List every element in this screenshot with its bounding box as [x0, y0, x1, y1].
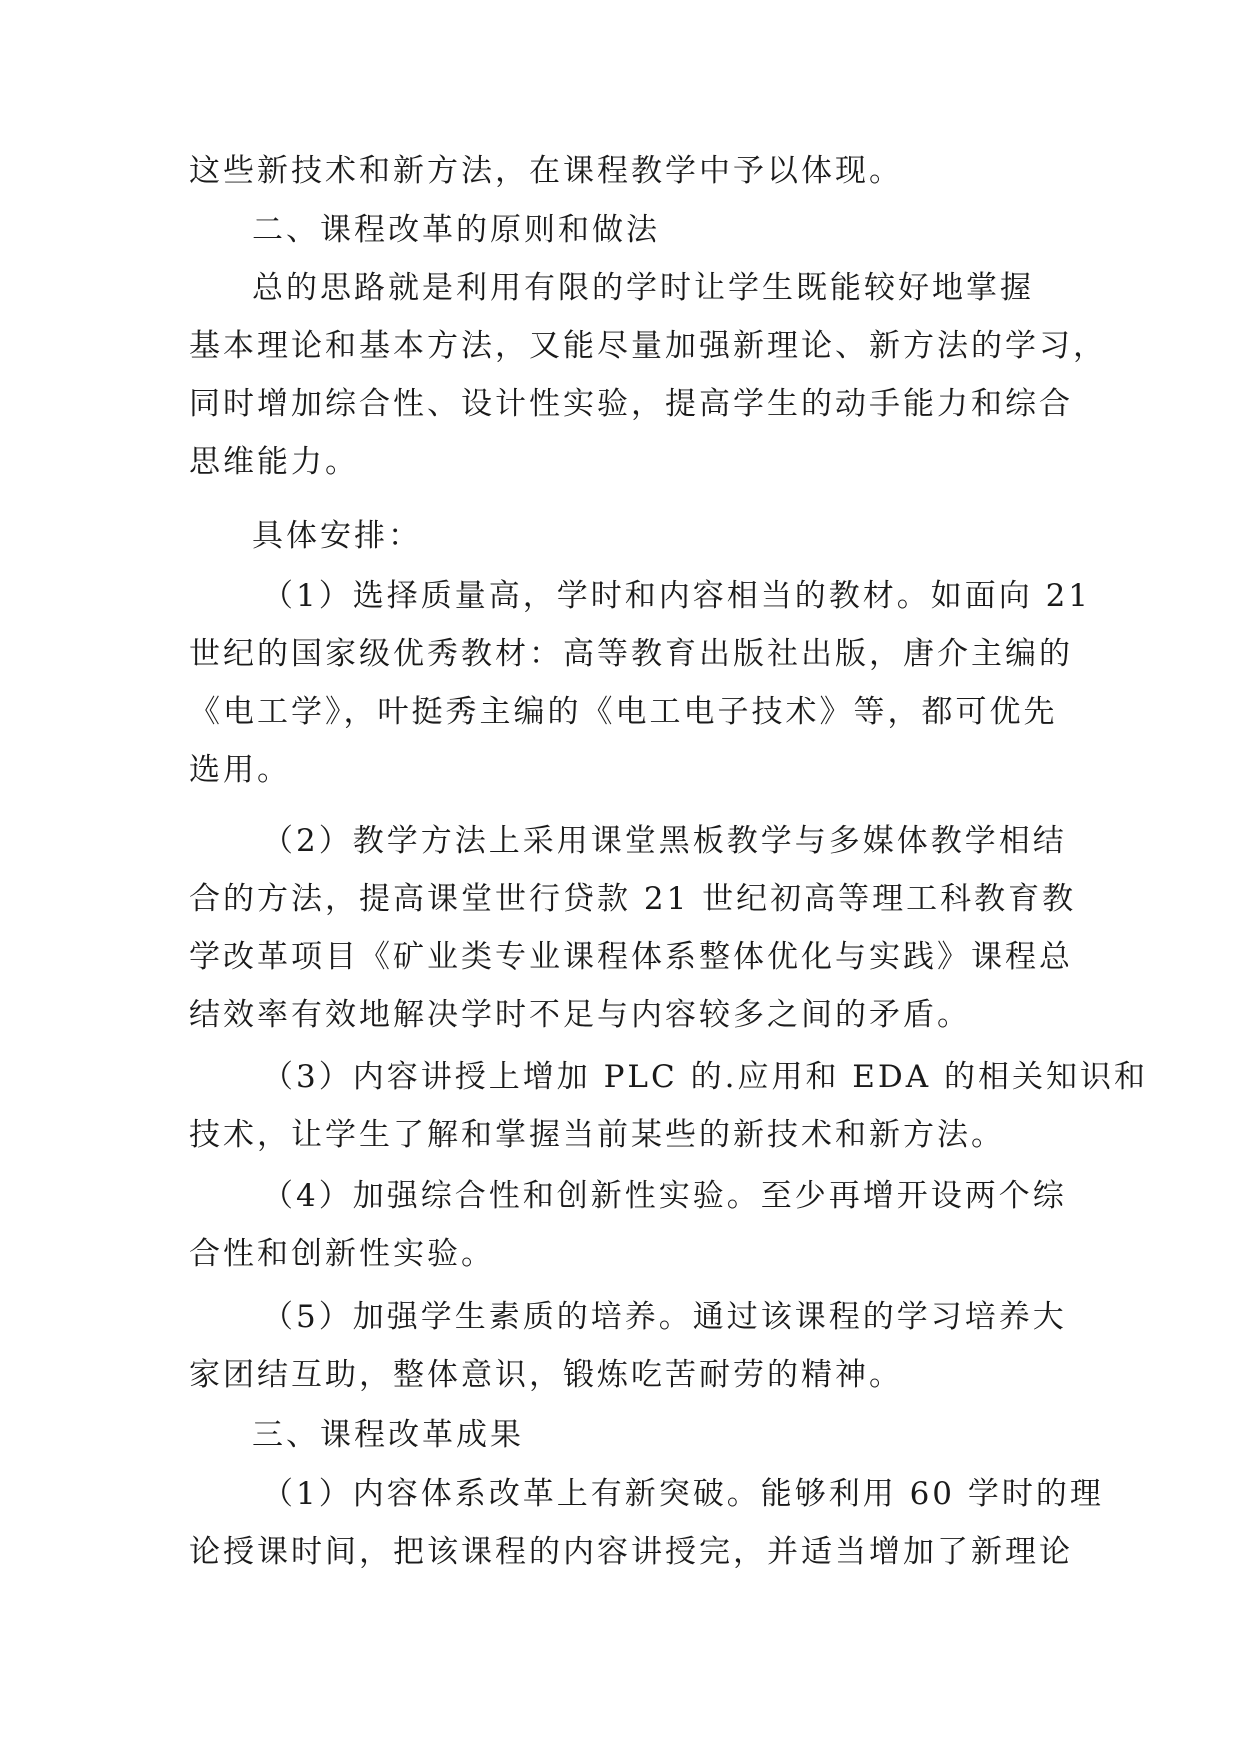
list-item-line: 《电工学》，叶挺秀主编的《电工电子技术》等，都可优先 [189, 694, 1058, 730]
list-item-line: 家团结互助，整体意识，锻炼吃苦耐劳的精神。 [189, 1357, 903, 1393]
list-item-line: （1）选择质量高，学时和内容相当的教材。如面向 21 [262, 578, 1092, 614]
list-item-line: （4）加强综合性和创新性实验。至少再增开设两个综 [262, 1178, 1067, 1214]
list-item-line: 学改革项目《矿业类专业课程体系整体优化与实践》课程总 [189, 939, 1073, 975]
list-item-line: 技术，让学生了解和掌握当前某些的新技术和新方法。 [189, 1117, 1005, 1153]
list-item-line: 合的方法，提高课堂世行贷款 21 世纪初高等理工科教育教 [189, 881, 1077, 917]
section-heading: 三、课程改革成果 [252, 1417, 524, 1453]
paragraph-line: 思维能力。 [189, 444, 359, 480]
paragraph-line: 同时增加综合性、设计性实验，提高学生的动手能力和综合 [189, 386, 1073, 422]
list-item-line: 结效率有效地解决学时不足与内容较多之间的矛盾。 [189, 997, 971, 1033]
list-item-line: （5）加强学生素质的培养。通过该课程的学习培养大 [262, 1299, 1067, 1335]
section-heading: 二、课程改革的原则和做法 [252, 212, 660, 248]
list-item-line: （3）内容讲授上增加 PLC 的.应用和 EDA 的相关知识和 [262, 1059, 1149, 1095]
list-item-line: （1）内容体系改革上有新突破。能够利用 60 学时的理 [262, 1476, 1104, 1512]
list-item-line: 论授课时间，把该课程的内容讲授完，并适当增加了新理论 [189, 1534, 1073, 1570]
list-item-line: 世纪的国家级优秀教材：高等教育出版社出版，唐介主编的 [189, 636, 1073, 672]
list-item-line: 选用。 [189, 752, 291, 788]
paragraph-line: 基本理论和基本方法，又能尽量加强新理论、新方法的学习， [189, 328, 1107, 364]
paragraph-line: 这些新技术和新方法，在课程教学中予以体现。 [189, 153, 903, 189]
paragraph-line: 总的思路就是利用有限的学时让学生既能较好地掌握 [252, 270, 1034, 306]
list-item-line: （2）教学方法上采用课堂黑板教学与多媒体教学相结 [262, 823, 1067, 859]
paragraph-line: 具体安排： [252, 518, 422, 554]
list-item-line: 合性和创新性实验。 [189, 1236, 495, 1272]
